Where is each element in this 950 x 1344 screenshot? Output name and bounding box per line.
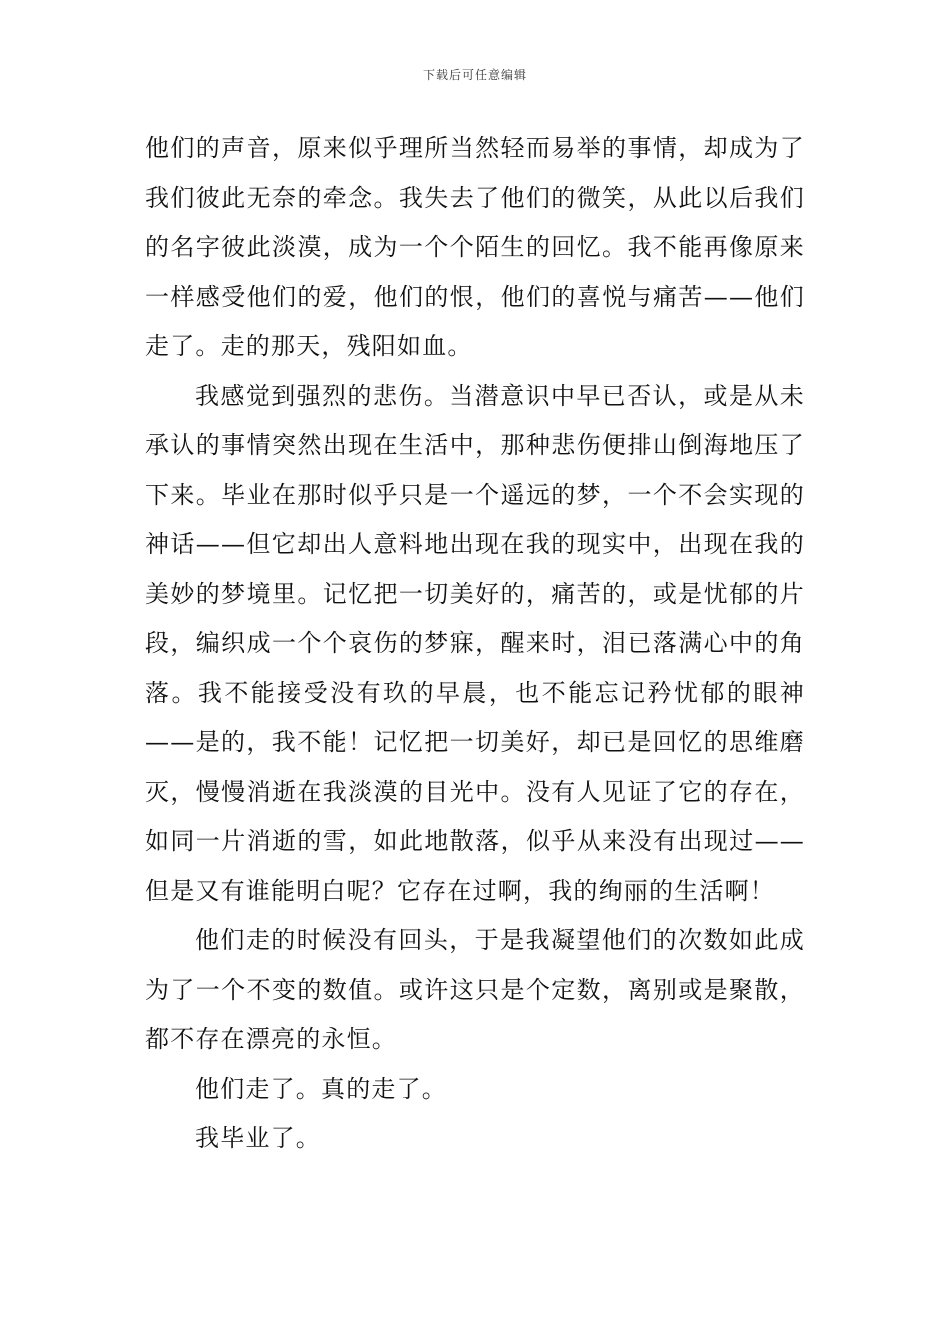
paragraph: 他们走的时候没有回头，于是我凝望他们的次数如此成为了一个不变的数值。或许这只是个定数，离别或是聚散，都不存在漂亮的永恒。 <box>145 926 805 1053</box>
page-header: 下载后可任意编辑 <box>422 68 527 82</box>
paragraph: 他们的声音，原来似乎理所当然轻而易举的事情，却成为了我们彼此无奈的牵念。我失去了他们的微笑，从此以后我们的名字彼此淡漠，成为一个个陌生的回忆。我不能再像原来一样感受他们的爱，他们的恨，他们的喜悦与痛苦——他们走了。走的那天，残阳如血。 <box>145 134 805 360</box>
paragraph: 他们走了。真的走了。 <box>195 1074 447 1103</box>
paragraph: 我毕业了。 <box>195 1124 321 1152</box>
paragraph: 我感觉到强烈的悲伤。当潜意识中早已否认，或是从未承认的事情突然出现在生活中，那种悲伤便排山倒海地压了下来。毕业在那时似乎只是一个遥远的梦，一个不会实现的神话——但它却出人意料地出现在我的现实中，出现在我的美妙的梦境里。记忆把一切美好的，痛苦的，或是忧郁的片段，编织成一个个哀伤的梦寐，醒来时，泪已落满心中的角落。我不能接受没有玖的早晨，也不能忘记矜忧郁的眼神——是的，我不能！记忆把一切美好，却已是回忆的思维磨灭，慢慢消逝在我淡漠的目光中。没有人见证了它的存在，如同一片消逝的雪，如此地散落，似乎从来没有出现过——但是又有谁能明白呢？它存在过啊，我的绚丽的生活啊！ <box>145 381 805 905</box>
document-body <box>145 124 805 1164</box>
